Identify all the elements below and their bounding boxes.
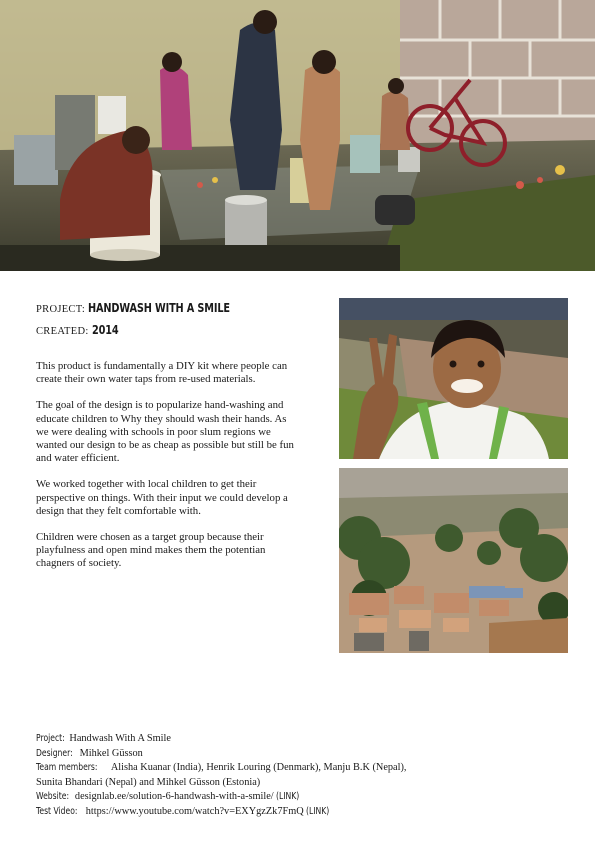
credit-project-value: Handwash With A Smile [66,733,171,744]
credits [36,732,556,820]
paragraph: This product is fundamentally a DIY kit where people can create their own water taps from re-used materials. [36,360,288,386]
credit-website [36,790,556,805]
slum-photo [339,468,568,653]
project-header [36,298,306,342]
video-link[interactable]: (LINK) [306,805,330,817]
credit-designer-value: Mihkel Güsson [77,747,143,759]
hero-photo [0,0,595,271]
credit-website-label: Website: [36,791,70,803]
project-label: PROJECT: [36,304,86,315]
created-year: 2014 [91,322,119,337]
credit-video-url: https://www.youtube.com/watch?v=EXYgzZk7FmQ [83,805,307,817]
created-line [36,320,306,342]
project-title: HANDWASH WITH A SMILE [88,300,231,315]
credit-project [36,732,556,747]
credit-team-value-2: Sunita Bhandari (Nepal) and Mihkel Güsson (Estonia) [36,776,261,788]
credit-team-value-1: Alisha Kuanar (India), Henrik Louring (Denmark), Manju B.K (Nepal), [108,762,407,774]
photo-women-washing-clothes-icon [0,0,595,271]
project-line [36,298,306,320]
credit-video [36,805,556,820]
credit-website-url: designlab.ee/solution-6-handwash-with-a-smile/ [72,791,277,803]
credit-video-label: Test Video: [36,805,78,817]
description [36,360,298,584]
website-link[interactable]: (LINK) [276,791,300,803]
created-label: CREATED: [36,326,89,337]
photo-slum-aerial-icon [339,468,568,653]
credit-team [36,761,556,776]
credit-designer-label: Designer: [36,747,73,759]
credit-team-continued [36,776,556,791]
credit-team-label: Team members: [36,762,98,774]
boy-photo [339,298,568,459]
paragraph: The goal of the design is to popularize hand-washing and educate children to Why they should wash their hands. As we were dealing with schools in poor slum regions we wanted our design to be as cheap as possible but still be fun and water efficient. [36,399,294,465]
photo-smiling-boy-icon [339,298,568,459]
credit-project-label: Project: [36,733,65,744]
credit-designer [36,747,556,762]
paragraph: We worked together with local children to get their perspective on things. With their input we could develop a design that they felt comfortable with. [36,478,288,517]
paragraph: Children were chosen as a target group because their playfulness and open mind makes them the potentian chagners of society. [36,531,266,570]
